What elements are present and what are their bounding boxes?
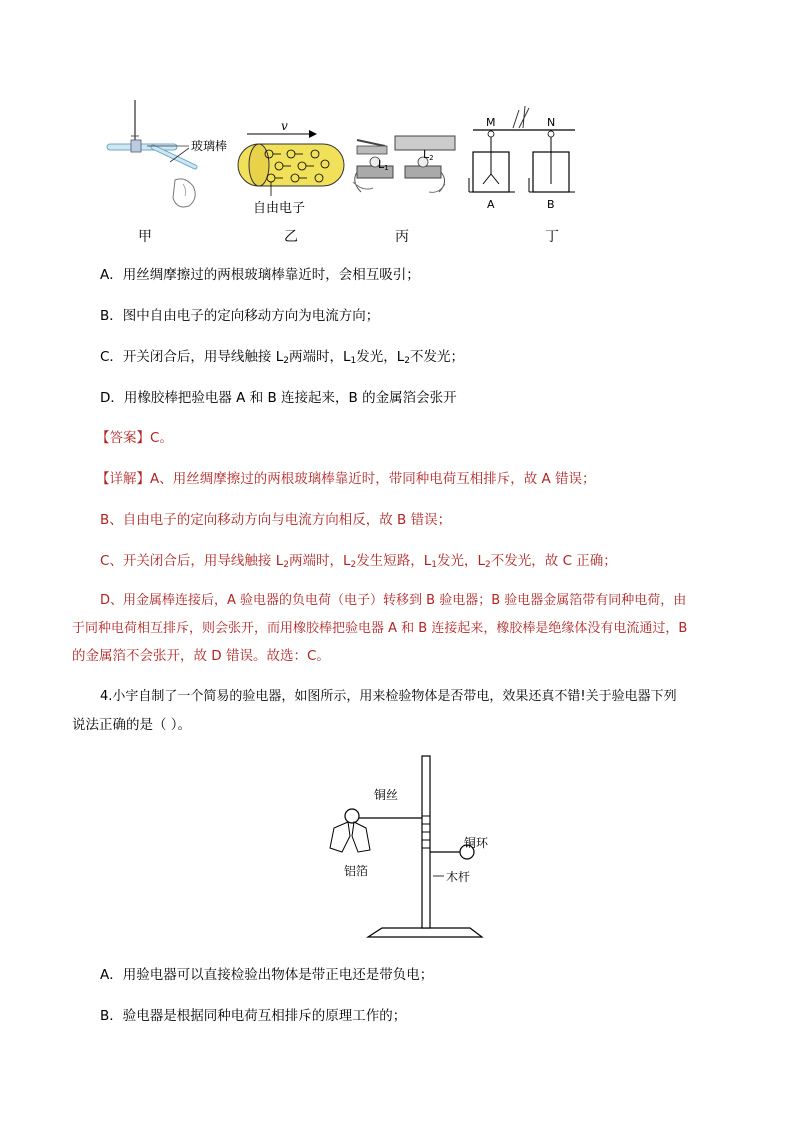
figure-electricity-diagrams bbox=[95, 92, 585, 222]
label-aluminum-foil: 铝箔 bbox=[344, 864, 369, 878]
caption-ding: 丁 bbox=[545, 229, 559, 245]
q4-stem-1: 4.小宇自制了一个简易的验电器，如图所示，用来检验物体是否带电，效果还真不错!关于验电器下列 bbox=[100, 689, 677, 704]
q3-option-b: B．图中自由电子的定向移动方向为电流方向； bbox=[100, 308, 380, 324]
diagram-ding-electroscopes bbox=[469, 106, 575, 192]
caption-jia: 甲 bbox=[138, 229, 152, 245]
label-point-m: M bbox=[486, 116, 496, 129]
answer-tag: 【答案】 bbox=[96, 430, 150, 446]
q3-option-a: A．用丝绸摩擦过的两根玻璃棒靠近时，会相互吸引； bbox=[100, 267, 420, 283]
q3-detail-a: 【详解】A、用丝绸摩擦过的两根玻璃棒靠近时，带同种电荷互相排斥，故 A 错误； bbox=[96, 471, 596, 487]
label-bulb-l1: L1 bbox=[378, 158, 389, 172]
diagram-jia-glass-rods bbox=[107, 100, 195, 207]
label-copper-wire: 铜丝 bbox=[374, 788, 399, 802]
caption-yi: 乙 bbox=[284, 229, 298, 245]
q3-answer bbox=[96, 429, 173, 447]
detail-tag: 【详解】 bbox=[96, 471, 150, 487]
q3-option-d: D．用橡胶棒把验电器 A 和 B 连接起来，B 的金属箔会张开 bbox=[100, 390, 457, 406]
label-free-electron: 自由电子 bbox=[253, 201, 306, 216]
label-electroscope-a: A bbox=[487, 198, 495, 211]
q3-detail-d-1: D、用金属棒连接后，A 验电器的负电荷（电子）转移到 B 验电器；B 验电器金属箔带有同种电荷，由 bbox=[100, 593, 687, 608]
q3-detail-d-2: 于同种电荷相互排斥，则会张开，而用橡胶棒把验电器 A 和 B 连接起来，橡胶棒是绝缘体没有电流通过，B bbox=[72, 621, 688, 636]
q3-detail-c: C、开关闭合后，用导线触接 $L_2$两端时，$L_2$发生短路，$L_1$发光，$L_2$不发光，故 C 正确； bbox=[100, 553, 617, 570]
label-bulb-l2: L2 bbox=[423, 148, 434, 162]
diagram-bing-circuit bbox=[353, 136, 455, 192]
diagram-yi-free-electrons bbox=[238, 119, 344, 196]
label-electroscope-b: B bbox=[547, 198, 555, 211]
answer-value: C。 bbox=[150, 430, 173, 446]
q4-stem-2: 说法正确的是（ ）。 bbox=[72, 717, 192, 733]
label-wood-rod: 木杆 bbox=[446, 870, 471, 884]
label-glass-rod: 玻璃棒 bbox=[191, 139, 228, 153]
q4-option-b: B．验电器是根据同种电荷互相排斥的原理工作的； bbox=[100, 1008, 407, 1024]
caption-bing: 丙 bbox=[395, 229, 409, 245]
label-velocity: v bbox=[281, 119, 288, 133]
q4-option-a: A．用验电器可以直接检验出物体是带正电还是带负电； bbox=[100, 967, 434, 983]
q3-detail-b: B、自由电子的定向移动方向与电流方向相反，故 B 错误； bbox=[100, 512, 452, 528]
q3-detail-d-3: 的金属箔不会张开，故 D 错误。故选：C。 bbox=[72, 648, 330, 664]
q3-option-c: C．开关闭合后，用导线触接 $L_2$两端时，$L_1$发光，$L_2$不发光； bbox=[100, 349, 465, 366]
figure-homemade-electroscope bbox=[320, 752, 520, 942]
label-copper-ring: 铜环 bbox=[464, 836, 489, 850]
label-point-n: N bbox=[547, 116, 556, 129]
